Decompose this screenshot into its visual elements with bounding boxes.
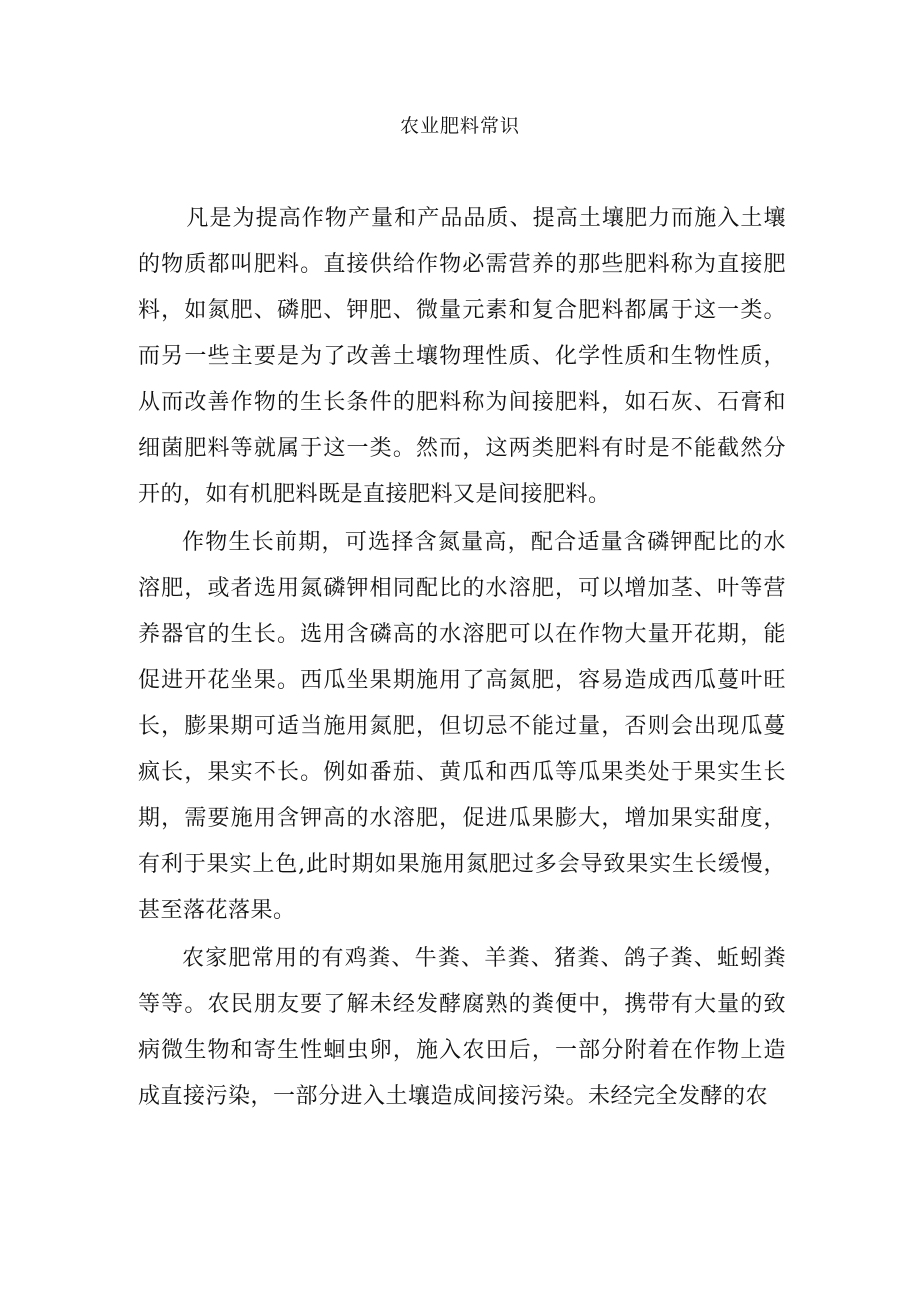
paragraph-growth-stage-fertilization: 作物生长前期，可选择含氮量高，配合适量含磷钾配比的水溶肥，或者选用氮磷钾相同配比的水溶肥，可以增加茎、叶等营养器官的生长。选用含磷高的水溶肥可以在作物大量开花期，能促进开花坐果。西瓜坐果期施用了高氮肥，容易造成西瓜蔓叶旺长，膨果期可适当施用氮肥，但切忌不能过量，否则会出现瓜蔓疯长，果实不长。例如番茄、黄瓜和西瓜等瓜果类处于果实生长期，需要施用含钾高的水溶肥，促进瓜果膨大，增加果实甜度，有利于果实上色,此时期如果施用氮肥过多会导致果实生长缓慢，甚至落花落果。	[138, 530, 786, 923]
paragraph-farmyard-manure: 农家肥常用的有鸡粪、牛粪、羊粪、猪粪、鸽子粪、蚯蚓粪等等。农民朋友要了解未经发酵腐熟的粪便中，携带有大量的致病微生物和寄生性蛔虫卵，施入农田后，一部分附着在作物上造成直接污染，一部分进入土壤造成间接污染。未经完全发酵的农	[138, 946, 786, 1109]
document-body	[138, 196, 786, 1120]
paragraph-fertilizer-definition: 凡是为提高作物产量和产品品质、提高土壤肥力而施入土壤的物质都叫肥料。直接供给作物必需营养的那些肥料称为直接肥料，如氮肥、磷肥、钾肥、微量元素和复合肥料都属于这一类。而另一些主要是为了改善土壤物理性质、化学性质和生物性质，从而改善作物的生长条件的肥料称为间接肥料，如石灰、石膏和细菌肥料等就属于这一类。然而，这两类肥料有时是不能截然分开的，如有机肥料既是直接肥料又是间接肥料。	[138, 206, 786, 507]
document-title: 农业肥料常识	[399, 115, 520, 137]
